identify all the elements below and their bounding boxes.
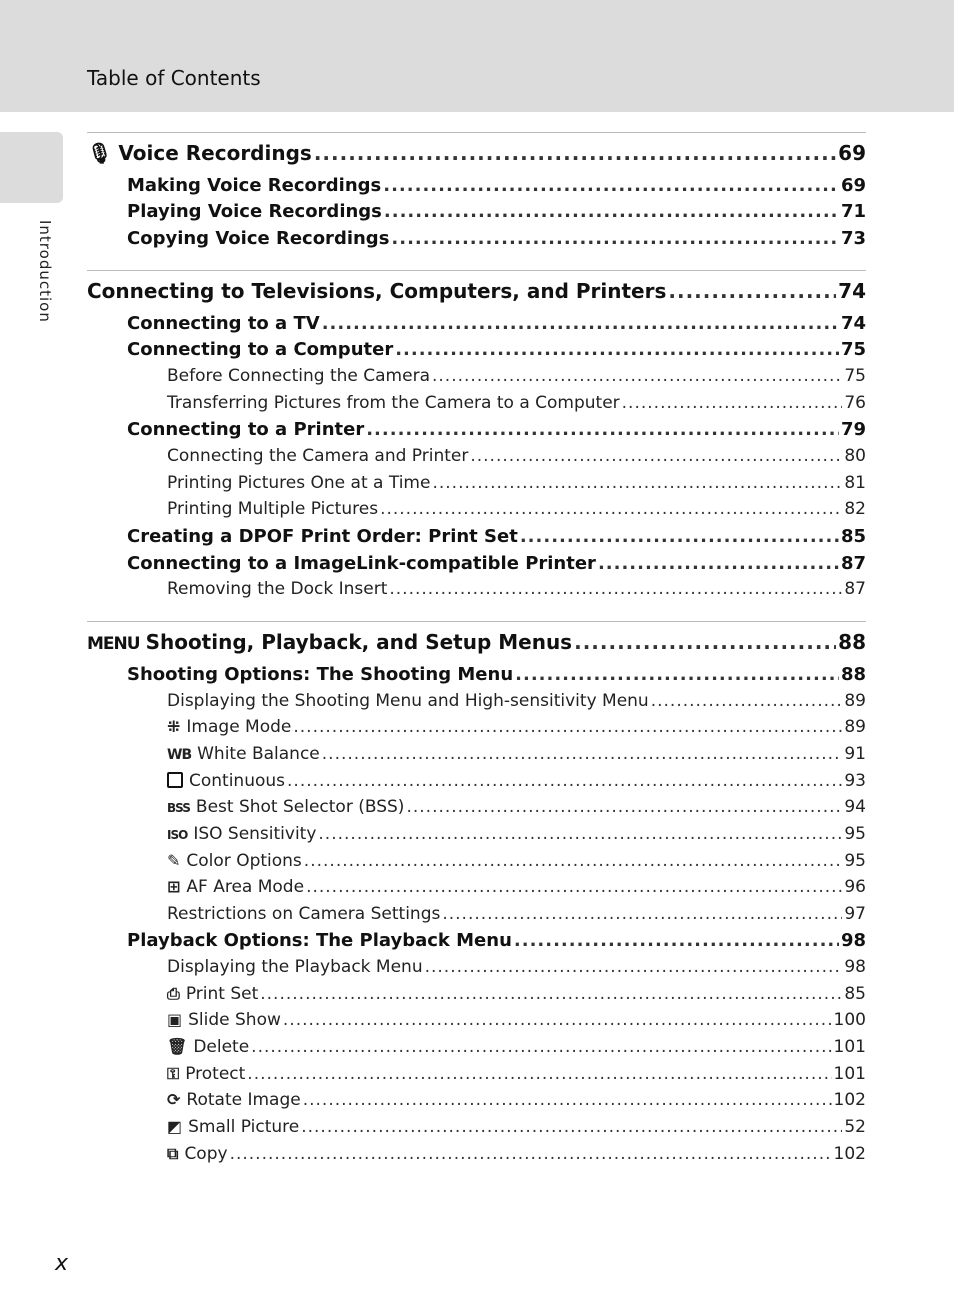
toc-label-text: Print Set xyxy=(185,984,259,1004)
toc-page: 87 xyxy=(840,553,866,574)
toc-label-text: Continuous xyxy=(189,771,286,791)
toc-subitem[interactable] xyxy=(167,984,866,1004)
toc-page: 52 xyxy=(844,1117,866,1137)
toc-item[interactable] xyxy=(127,339,866,360)
toc-label: Transferring Pictures from the Camera to a Computer xyxy=(167,393,620,413)
toc-page: 98 xyxy=(844,957,866,977)
dot-leader xyxy=(283,1010,832,1030)
toc-item[interactable] xyxy=(127,313,866,334)
toc-page: 89 xyxy=(844,717,866,737)
toc-label-text: Rotate Image xyxy=(186,1090,301,1110)
dot-leader xyxy=(384,201,839,222)
toc-subitem[interactable] xyxy=(167,877,866,897)
toc-label: Playback Options: The Playback Menu xyxy=(127,930,512,951)
toc-page: 101 xyxy=(833,1037,866,1057)
toc-label xyxy=(87,630,572,654)
iso-icon: ISO xyxy=(167,828,188,842)
dot-leader xyxy=(260,984,842,1004)
dot-leader xyxy=(293,717,842,737)
delete-icon: 🗑 xyxy=(167,1037,188,1056)
toc-page: 102 xyxy=(833,1144,866,1164)
rotate-image-icon: ⟳ xyxy=(167,1090,181,1109)
toc-subitem[interactable] xyxy=(167,473,866,493)
toc-page: 73 xyxy=(840,228,866,249)
toc-section-menus[interactable] xyxy=(87,630,866,654)
dot-leader xyxy=(303,1090,832,1110)
toc-subitem[interactable] xyxy=(167,1010,866,1030)
toc-item[interactable] xyxy=(127,228,866,249)
toc-label-text: Image Mode xyxy=(186,717,292,737)
toc-label-text: Delete xyxy=(193,1037,250,1057)
toc-label xyxy=(167,877,304,897)
toc-page: 80 xyxy=(844,446,866,466)
section-divider xyxy=(87,270,866,271)
small-picture-icon: ◩ xyxy=(167,1117,183,1136)
toc-label-text: Small Picture xyxy=(188,1117,300,1137)
toc-page: 93 xyxy=(844,771,866,791)
toc-label: Connecting to a TV xyxy=(127,313,320,334)
toc-label xyxy=(167,824,316,844)
toc-subitem[interactable] xyxy=(167,1090,866,1110)
toc-label xyxy=(167,1010,281,1030)
toc-subitem[interactable] xyxy=(167,579,866,599)
toc-page: 69 xyxy=(840,175,866,196)
dot-leader xyxy=(432,366,842,386)
toc-page: 75 xyxy=(840,339,866,360)
toc-subitem[interactable] xyxy=(167,957,866,977)
toc-page: 81 xyxy=(844,473,866,493)
image-mode-icon: ⁜ xyxy=(167,717,181,736)
dot-leader xyxy=(514,930,839,951)
dot-leader xyxy=(247,1064,831,1084)
toc-subitem[interactable] xyxy=(167,446,866,466)
toc-item[interactable] xyxy=(127,553,866,574)
toc-page: 82 xyxy=(844,499,866,519)
toc-label: Voice Recordings xyxy=(118,141,312,165)
dot-leader xyxy=(287,771,842,791)
toc-label: Connecting to a ImageLink-compatible Printer xyxy=(127,553,596,574)
toc-label: Before Connecting the Camera xyxy=(167,366,430,386)
toc-label: Connecting to Televisions, Computers, and Printers xyxy=(87,279,667,303)
toc-label xyxy=(167,1117,299,1137)
toc-page: 76 xyxy=(844,393,866,413)
toc-label-text: Protect xyxy=(185,1064,246,1084)
toc-page: 102 xyxy=(833,1090,866,1110)
toc-subitem[interactable] xyxy=(167,771,866,791)
dot-leader xyxy=(322,313,839,334)
dot-leader xyxy=(668,279,836,303)
toc-label xyxy=(167,984,258,1004)
toc-page: 75 xyxy=(844,366,866,386)
toc-subitem[interactable] xyxy=(167,824,866,844)
dot-leader xyxy=(314,141,836,165)
toc-label: Connecting the Camera and Printer xyxy=(167,446,469,466)
toc-section-connecting[interactable] xyxy=(87,279,866,303)
toc-label xyxy=(87,141,312,165)
dot-leader xyxy=(366,419,839,440)
toc-subitem[interactable] xyxy=(167,1144,866,1164)
toc-label: Shooting Options: The Shooting Menu xyxy=(127,664,514,685)
toc-subitem[interactable] xyxy=(167,904,866,924)
dot-leader xyxy=(318,824,842,844)
toc-label: Connecting to a Printer xyxy=(127,419,365,440)
toc-page: 85 xyxy=(840,526,866,547)
toc-page: 95 xyxy=(844,824,866,844)
dot-leader xyxy=(425,957,843,977)
dot-leader xyxy=(515,664,839,685)
toc-page: 95 xyxy=(844,851,866,871)
toc-page: 79 xyxy=(840,419,866,440)
white-balance-icon: WB xyxy=(167,747,192,763)
dot-leader xyxy=(406,797,842,817)
dot-leader xyxy=(389,579,842,599)
toc-page: 88 xyxy=(838,630,866,654)
toc-label: Restrictions on Camera Settings xyxy=(167,904,441,924)
color-options-icon: ✎ xyxy=(167,851,181,870)
toc-label xyxy=(167,1144,228,1164)
toc-label: Printing Pictures One at a Time xyxy=(167,473,431,493)
toc-label: Connecting to a Computer xyxy=(127,339,394,360)
toc-subitem[interactable] xyxy=(167,1064,866,1084)
section-tab xyxy=(0,132,63,203)
toc-page: 98 xyxy=(840,930,866,951)
toc-label xyxy=(167,771,285,791)
dot-leader xyxy=(442,904,842,924)
toc-label-text: Color Options xyxy=(186,851,302,871)
toc-label-text: Slide Show xyxy=(188,1010,281,1030)
toc-page: 101 xyxy=(833,1064,866,1084)
toc-subitem[interactable] xyxy=(167,393,866,413)
toc-subitem[interactable] xyxy=(167,691,866,711)
toc-page: 74 xyxy=(838,279,866,303)
toc-subitem[interactable] xyxy=(167,1037,866,1057)
toc-section-voice[interactable] xyxy=(87,141,866,165)
dot-leader xyxy=(251,1037,831,1057)
dot-leader xyxy=(520,526,839,547)
print-set-icon: ⎙ xyxy=(167,984,180,1003)
dot-leader xyxy=(622,393,843,413)
continuous-icon xyxy=(167,772,183,788)
toc-label xyxy=(167,1037,249,1057)
toc-label: Shooting, Playback, and Setup Menus xyxy=(145,630,573,654)
dot-leader xyxy=(230,1144,832,1164)
toc-subitem[interactable] xyxy=(167,717,866,737)
dot-leader xyxy=(395,339,839,360)
toc-label xyxy=(167,744,320,764)
toc-page: 71 xyxy=(840,201,866,222)
dot-leader xyxy=(306,877,842,897)
toc-subitem[interactable] xyxy=(167,499,866,519)
bss-icon: BSS xyxy=(167,801,190,815)
af-area-icon: ⊞ xyxy=(167,877,181,896)
slide-show-icon: ▣ xyxy=(167,1010,183,1029)
dot-leader xyxy=(651,691,843,711)
toc-label: Printing Multiple Pictures xyxy=(167,499,379,519)
toc-label-text: White Balance xyxy=(197,744,320,764)
dot-leader xyxy=(432,473,842,493)
microphone-icon: 🎙 xyxy=(87,141,113,165)
toc-subitem[interactable] xyxy=(167,744,866,764)
toc-label xyxy=(167,851,302,871)
toc-subitem[interactable] xyxy=(167,366,866,386)
section-tab-label: Introduction xyxy=(36,220,54,323)
toc-label: Displaying the Playback Menu xyxy=(167,957,423,977)
toc-page: 69 xyxy=(838,141,866,165)
dot-leader xyxy=(380,499,842,519)
toc-page: 96 xyxy=(844,877,866,897)
toc-page: 88 xyxy=(840,664,866,685)
toc-item[interactable] xyxy=(127,201,866,222)
section-divider xyxy=(87,132,866,133)
protect-key-icon: ⚿ xyxy=(167,1064,180,1083)
toc-page: 87 xyxy=(844,579,866,599)
toc-label xyxy=(167,1090,301,1110)
toc-page: 94 xyxy=(844,797,866,817)
toc-label: Removing the Dock Insert xyxy=(167,579,388,599)
toc-page: 89 xyxy=(844,691,866,711)
toc-page: 91 xyxy=(844,744,866,764)
toc-page: 100 xyxy=(833,1010,866,1030)
dot-leader xyxy=(574,630,836,654)
toc-item[interactable] xyxy=(127,419,866,440)
dot-leader xyxy=(322,744,843,764)
toc-label: Creating a DPOF Print Order: Print Set xyxy=(127,526,518,547)
toc-label-text: Copy xyxy=(184,1144,228,1164)
toc-label xyxy=(167,717,291,737)
page-title: Table of Contents xyxy=(87,66,261,90)
toc-subitem[interactable] xyxy=(167,797,866,817)
dot-leader xyxy=(391,228,839,249)
dot-leader xyxy=(598,553,839,574)
toc-label: Displaying the Shooting Menu and High-sensitivity Menu xyxy=(167,691,649,711)
dot-leader xyxy=(304,851,843,871)
toc-label-text: AF Area Mode xyxy=(186,877,305,897)
toc-page: 97 xyxy=(844,904,866,924)
toc-label: Making Voice Recordings xyxy=(127,175,382,196)
toc-item[interactable] xyxy=(127,664,866,685)
toc-item[interactable] xyxy=(127,930,866,951)
copy-icon: ⧉ xyxy=(167,1144,179,1163)
toc-item[interactable] xyxy=(127,526,866,547)
menu-icon: MENU xyxy=(87,634,140,654)
toc-subitem[interactable] xyxy=(167,851,866,871)
toc-page: 74 xyxy=(840,313,866,334)
dot-leader xyxy=(383,175,839,196)
toc-item[interactable] xyxy=(127,175,866,196)
toc-label: Copying Voice Recordings xyxy=(127,228,390,249)
toc-label: Playing Voice Recordings xyxy=(127,201,382,222)
dot-leader xyxy=(470,446,842,466)
toc-label-text: ISO Sensitivity xyxy=(193,824,317,844)
header-bar xyxy=(0,0,954,112)
dot-leader xyxy=(301,1117,842,1137)
toc-label xyxy=(167,797,404,817)
toc-label xyxy=(167,1064,245,1084)
page-number: x xyxy=(55,1251,69,1276)
section-divider xyxy=(87,621,866,622)
toc-subitem[interactable] xyxy=(167,1117,866,1137)
toc-label-text: Best Shot Selector (BSS) xyxy=(195,797,405,817)
toc-page: 85 xyxy=(844,984,866,1004)
